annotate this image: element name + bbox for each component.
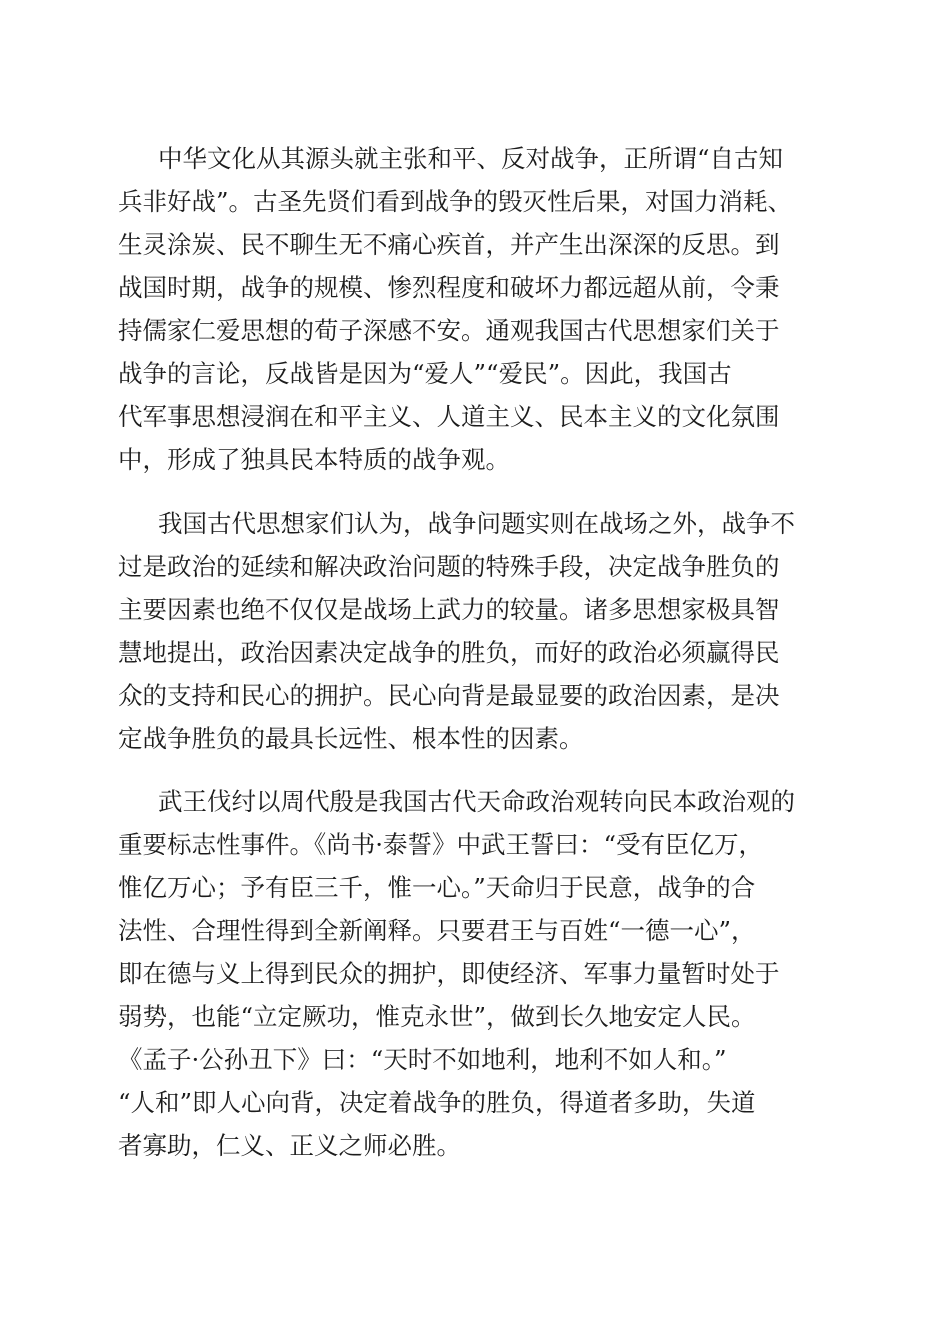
text-line: 我国古代思想家们认为，战争问题实则在战场之外，战争不 [158,509,795,538]
text-line: 慧地提出，政治因素决定战争的胜负，而好的政治必须赢得民 [118,638,780,667]
text-line: 武王伐纣以周代殷是我国古代天命政治观转向民本政治观的 [158,787,795,816]
text-line: 定战争胜负的最具长远性、根本性的因素。 [118,724,584,753]
text-line: 中华文化从其源头就主张和平、反对战争，正所谓“自古知 [158,144,784,173]
text-line: 过是政治的延续和解决政治问题的特殊手段，决定战争胜负的 [118,552,780,581]
text-line: 即在德与义上得到民众的拥护，即使经济、军事力量暂时处于 [118,959,780,988]
text-line: 战争的言论，反战皆是因为“爱人”“爱民”。因此，我国古 [118,359,732,388]
text-line: 中，形成了独具民本特质的战争观。 [118,445,510,474]
text-line: “人和”即人心向背，决定着战争的胜负，得道者多助，失道 [118,1088,756,1117]
text-line: 持儒家仁爱思想的荀子深感不安。通观我国古代思想家们关于 [118,316,780,345]
text-line: 弱势，也能“立定厥功，惟克永世”，做到长久地安定人民。 [118,1002,756,1031]
text-line: 主要因素也绝不仅仅是战场上武力的较量。诸多思想家极具智 [118,595,780,624]
text-line: 众的支持和民心的拥护。民心向背是最显要的政治因素，是决 [118,681,780,710]
text-line: 重要标志性事件。《尚书·泰誓》中武王誓曰：“受有臣亿万， [118,830,764,859]
text-line: 生灵涂炭、民不聊生无不痛心疾首，并产生出深深的反思。到 [118,230,780,259]
text-line: 法性、合理性得到全新阐释。只要君王与百姓“一德一心”， [118,916,756,945]
text-line: 战国时期，战争的规模、惨烈程度和破坏力都远超从前，令秉 [118,273,780,302]
text-line: 代军事思想浸润在和平主义、人道主义、民本主义的文化氛围 [118,402,780,431]
text-line: 者寡助，仁义、正义之师必胜。 [118,1131,461,1160]
text-line: 兵非好战”。古圣先贤们看到战争的毁灭性后果，对国力消耗、 [118,187,793,216]
text-line: 惟亿万心；予有臣三千，惟一心。”天命归于民意，战争的合 [118,873,756,902]
text-line: 《孟子·公孙丑下》曰：“天时不如地利，地利不如人和。” [118,1045,727,1074]
